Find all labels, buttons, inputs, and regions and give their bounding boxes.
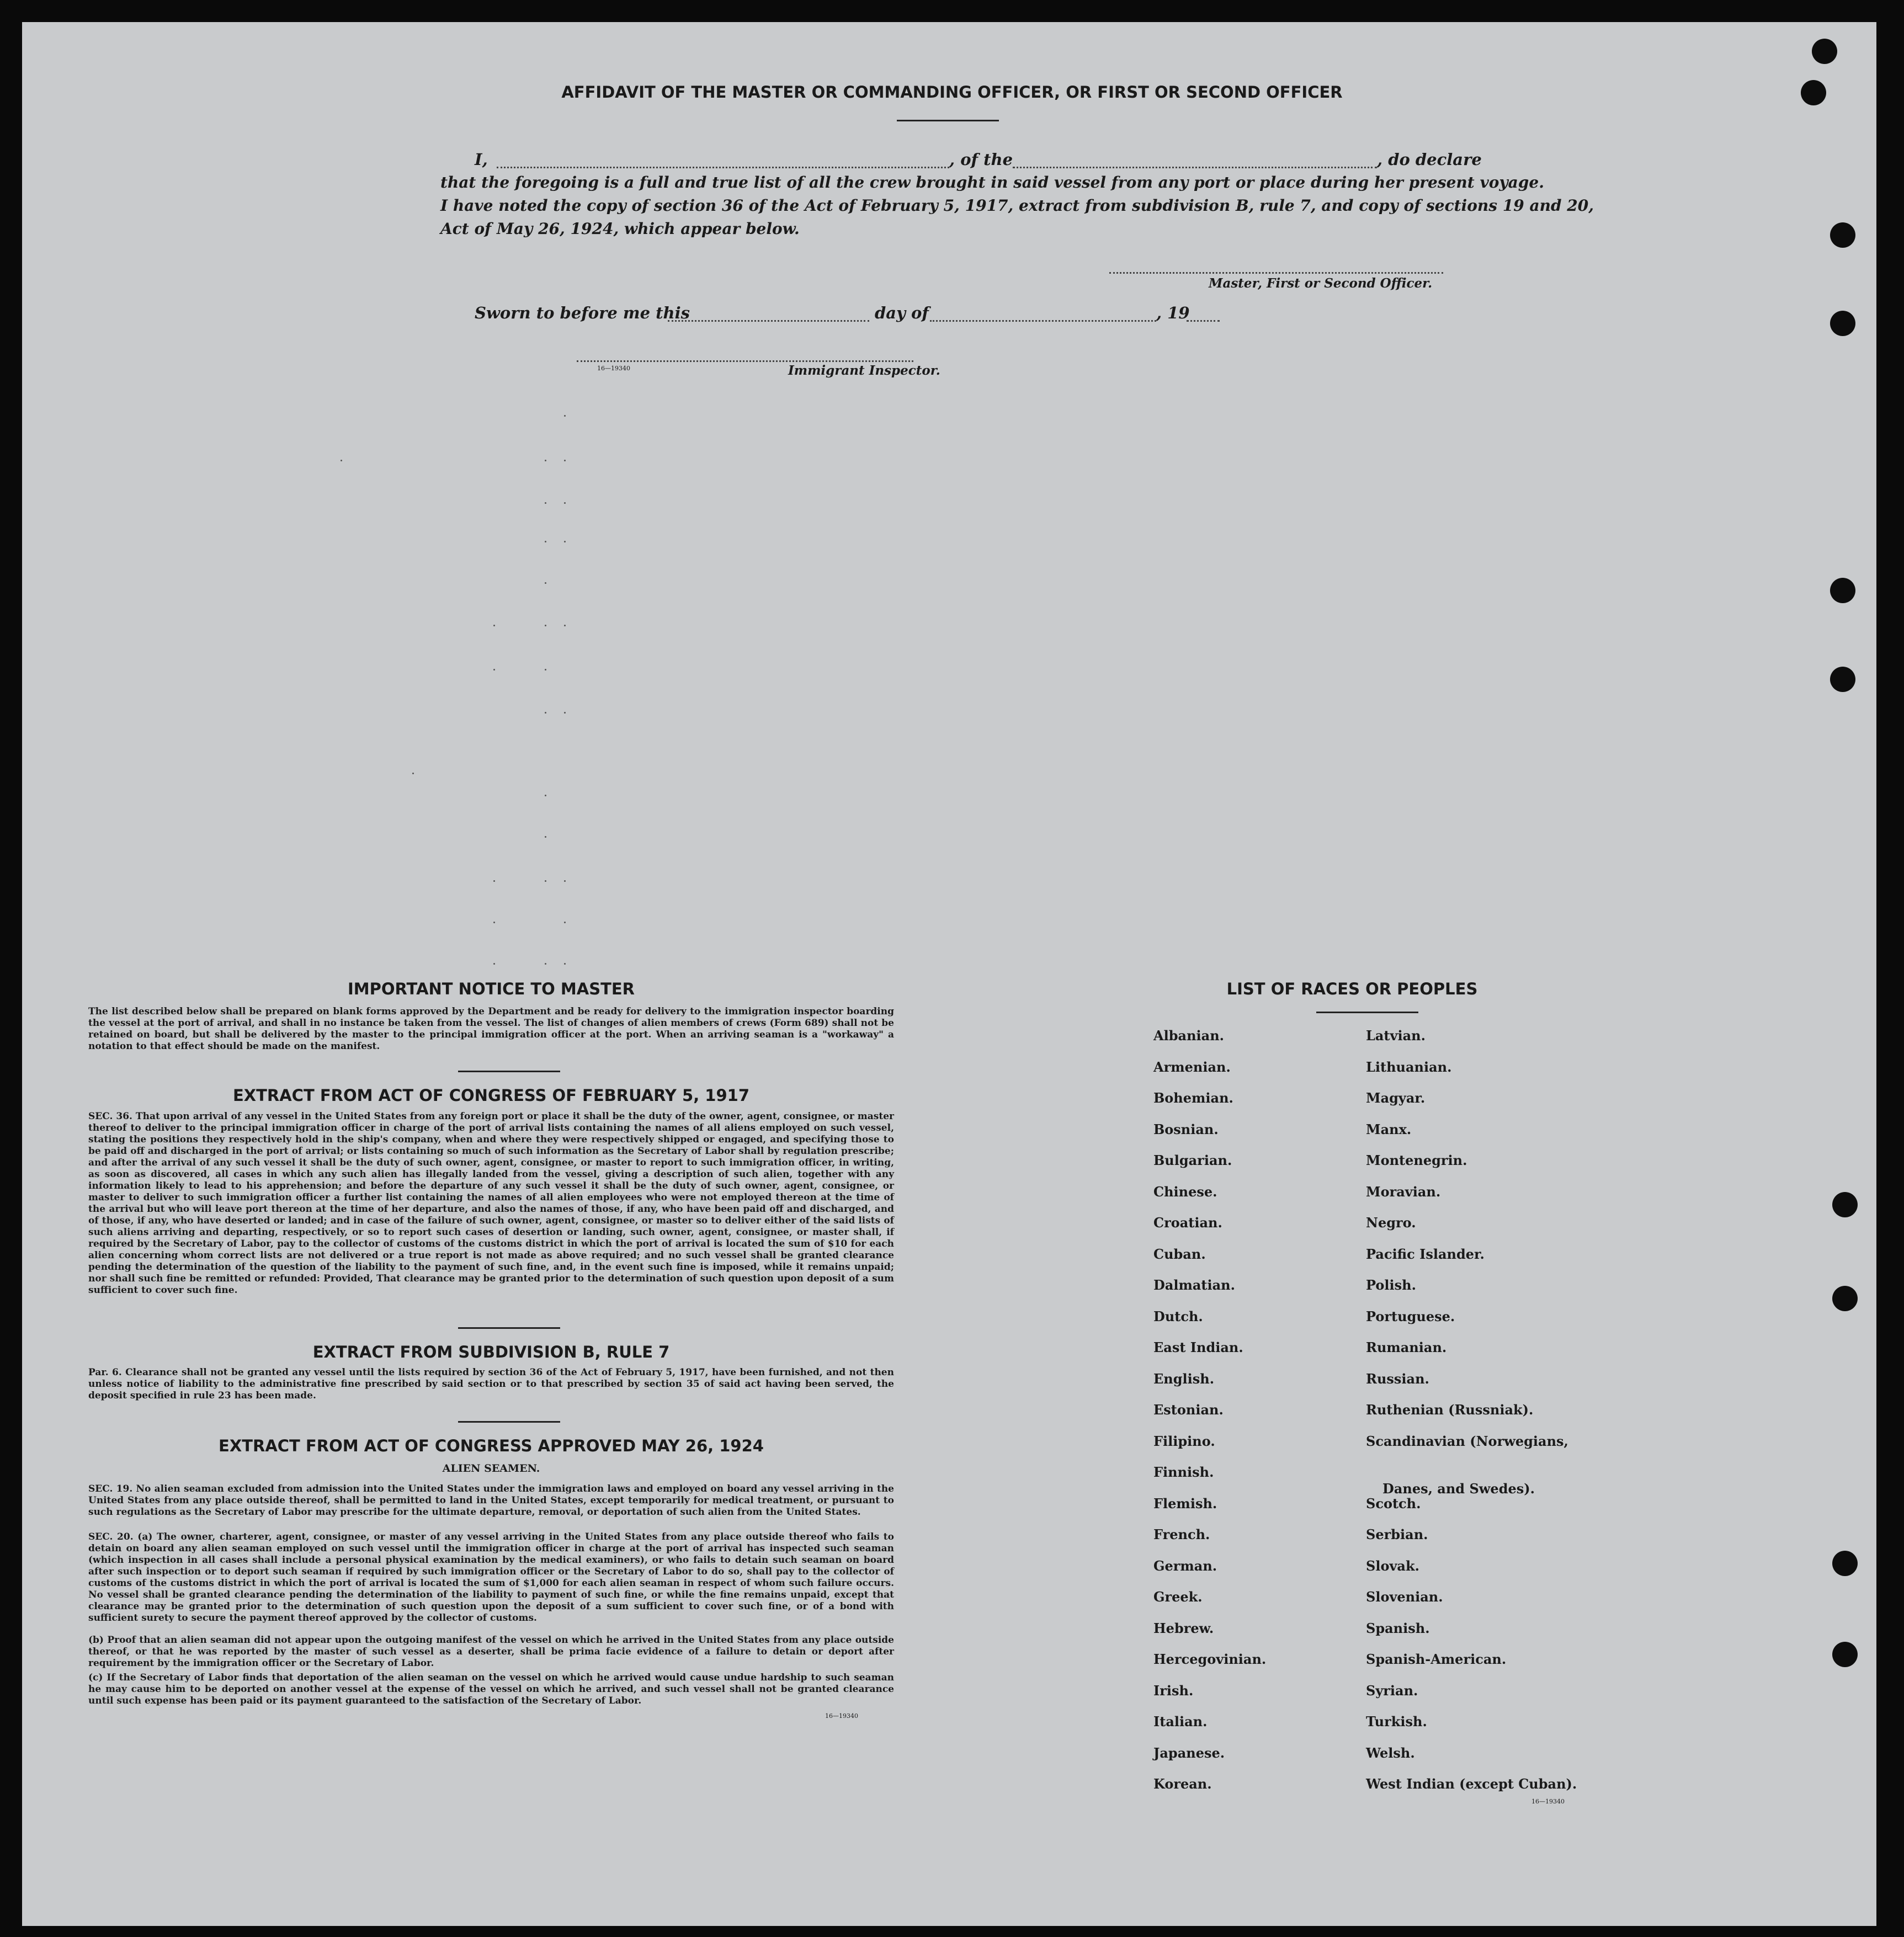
race-item: English. xyxy=(1153,1371,1215,1387)
race-item: Finnish. xyxy=(1153,1464,1214,1480)
punch-hole xyxy=(1832,1286,1858,1311)
scan-speck xyxy=(545,880,546,882)
race-item: Flemish. xyxy=(1153,1496,1217,1512)
race-item: Korean. xyxy=(1153,1776,1212,1792)
inspector-label: Immigrant Inspector. xyxy=(788,363,940,378)
scan-speck xyxy=(545,460,546,461)
scan-speck xyxy=(564,922,566,923)
scan-speck xyxy=(545,582,546,584)
race-item: Polish. xyxy=(1366,1277,1416,1293)
race-item: Spanish-American. xyxy=(1366,1651,1507,1667)
signature-label: Master, First or Second Officer. xyxy=(1209,276,1433,291)
race-item: Hebrew. xyxy=(1153,1620,1214,1636)
signature-blank[interactable] xyxy=(1109,272,1443,274)
extract1924-form-number: 16—19340 xyxy=(825,1712,858,1720)
vessel-blank[interactable] xyxy=(1013,167,1377,168)
race-item: Dutch. xyxy=(1153,1308,1203,1324)
affidavit-line3: I have noted the copy of section 36 of the Act of February 5, 1917, extract from subdivision B, rule 7, and copy of sections 19 and 20, xyxy=(440,196,1594,215)
punch-hole xyxy=(1832,1551,1858,1576)
races-divider xyxy=(1316,1012,1418,1013)
extract1924-title: EXTRACT FROM ACT OF CONGRESS APPROVED MAY 26, 1924 xyxy=(219,1436,764,1455)
punch-hole xyxy=(1832,1642,1858,1667)
scan-speck xyxy=(564,502,566,504)
race-item: Welsh. xyxy=(1366,1745,1415,1761)
race-item: Slovenian. xyxy=(1366,1589,1443,1605)
punch-hole xyxy=(1812,39,1837,64)
race-item: Cuban. xyxy=(1153,1246,1206,1262)
race-item: Danes, and Swedes). xyxy=(1382,1481,1535,1497)
rule7-title: EXTRACT FROM SUBDIVISION B, RULE 7 xyxy=(312,1343,670,1361)
affidavit-line4: Act of May 26, 1924, which appear below. xyxy=(440,220,800,238)
sworn-month-blank[interactable] xyxy=(930,320,1156,322)
affidavit-declare: , do declare xyxy=(1377,150,1482,169)
notice-title: IMPORTANT NOTICE TO MASTER xyxy=(347,980,635,998)
race-item: Serbian. xyxy=(1366,1526,1428,1542)
race-item: Spanish. xyxy=(1366,1620,1430,1636)
scan-speck xyxy=(412,773,414,774)
race-item: Irish. xyxy=(1153,1683,1194,1699)
race-item: Japanese. xyxy=(1153,1745,1225,1761)
race-item: French. xyxy=(1153,1526,1210,1542)
race-item: Latvian. xyxy=(1366,1028,1426,1044)
sworn-text: Sworn to before me this xyxy=(475,304,690,322)
race-item: Estonian. xyxy=(1153,1402,1224,1418)
rule7-text: Par. 6. Clearance shall not be granted any vessel until the lists required by section 36 of the Act of February 5, 1917, have been furnished, and not then unless notice of liability to the administrative fine prescribed by said section or to that prescribed by section 35 of said act having been served, the deposit specified in rule 23 has been made. xyxy=(88,1367,894,1401)
races-title: LIST OF RACES OR PEOPLES xyxy=(1226,980,1478,998)
scan-speck xyxy=(545,502,546,504)
race-item: Manx. xyxy=(1366,1121,1412,1137)
race-item: Montenegrin. xyxy=(1366,1152,1467,1168)
extract1917-text: SEC. 36. That upon arrival of any vessel in the United States from any foreign port or place it shall be the duty of the owner, agent, consignee, or master thereof to deliver to the principal immigration officer in charge of the port of arrival lists containing the names of all aliens employed on such vessel, stating the positions they respectively hold in the ship's company, when and where they were respectively shipped or engaged, and specifying those to be paid off and discharged in the port of arrival; or lists containing so much of such information as the Secretary of Labor shall by regulation prescribe; and after the arrival of any such vessel it shall be the duty of such owner, agent, consignee, or master to report to such immigration officer, in writing, as soon as discovered, all cases in which any such alien has illegally landed from the vessel, giving a description of such alien, together with any information likely to lead to his apprehension; and before the departure of any such vessel it shall be the duty of such owner, agent, consignee, or master to deliver to such immigration officer a further list containing the names of all alien employees who were not employed thereon at the time of the arrival but who will leave port thereon at the time of her departure, and also the names of those, if any, who have been paid off and discharged, and of those, if any, who have deserted or landed; and in case of the failure of such owner, agent, consignee, or master so to deliver either of the said lists of such aliens arriving and departing, respectively, or so to report such cases of desertion or landing, such owner, agent, consignee, or master shall, if required by the Secretary of Labor, pay to the collector of customs of the customs district in which the port of arrival is located the sum of $10 for each alien concerning whom correct lists are not delivered or a true report is not made as above required; and no such vessel shall be granted clearance pending the determination of the question of the liability to the payment of such fine, and, in the event such fine is imposed, while it remains unpaid; nor shall such fine be remitted or refunded: Provided, That clearance may be granted prior to the determination of such question upon deposit of a sum sufficient to cover such fine. xyxy=(88,1111,894,1296)
race-item: Turkish. xyxy=(1366,1714,1427,1730)
race-item: Negro. xyxy=(1366,1215,1416,1231)
scan-speck xyxy=(545,625,546,626)
scan-speck xyxy=(545,836,546,838)
scan-speck xyxy=(564,880,566,882)
affidavit-of-the: , of the xyxy=(949,150,1013,169)
race-item: Italian. xyxy=(1153,1714,1208,1730)
name-blank[interactable] xyxy=(497,167,949,168)
race-item: Russian. xyxy=(1366,1371,1429,1387)
scan-speck xyxy=(493,922,495,923)
race-item: Chinese. xyxy=(1153,1184,1217,1200)
scan-speck xyxy=(493,669,495,670)
race-item: Hercegovinian. xyxy=(1153,1651,1267,1667)
race-item: Lithuanian. xyxy=(1366,1059,1452,1075)
scan-speck xyxy=(545,795,546,796)
punch-hole xyxy=(1830,222,1855,248)
race-item: Rumanian. xyxy=(1366,1339,1447,1355)
punch-hole xyxy=(1832,1192,1858,1217)
scan-speck xyxy=(493,963,495,965)
scan-speck xyxy=(545,963,546,965)
race-item: Greek. xyxy=(1153,1589,1203,1605)
scan-speck xyxy=(564,415,566,417)
sec19-text: SEC. 19. No alien seaman excluded from admission into the United States under the immigration laws and employed on board any vessel arriving in the United States from any place outside thereof, shall be permitted to land in the United States, except temporarily for medical treatment, or pursuant to such regulations as the Secretary of Labor may prescribe for the ultimate departure, removal, or deportation of such alien from the United States. xyxy=(88,1483,894,1518)
sworn-year: , 19 xyxy=(1156,304,1190,322)
race-item: Portuguese. xyxy=(1366,1308,1455,1324)
scan-speck xyxy=(564,541,566,542)
scan-speck xyxy=(564,460,566,461)
scan-speck xyxy=(493,880,495,882)
scan-speck xyxy=(545,541,546,542)
title-divider xyxy=(897,120,999,121)
scan-speck xyxy=(564,712,566,714)
race-item: Moravian. xyxy=(1366,1184,1441,1200)
scan-speck xyxy=(341,460,342,461)
scan-speck xyxy=(493,625,495,626)
affidavit-line1-i: I, xyxy=(475,150,488,169)
race-item: Scotch. xyxy=(1366,1496,1421,1512)
sec20b-text: (b) Proof that an alien seaman did not appear upon the outgoing manifest of the vessel on which he arrived in the United States from any place outside thereof, or that he was reported by the master of such vessel as a deserter, shall be prima facie evidence of a failure to detain or deport after requirement by the immigration officer or the Secretary of Labor. xyxy=(88,1635,894,1669)
scan-speck xyxy=(564,963,566,965)
notice-text: The list described below shall be prepared on blank forms approved by the Department and be ready for delivery to the immigration inspector boarding the vessel at the port of arrival, and shall in no instance be taken from the vessel. The list of changes of alien members of crews (Form 689) shall not be retained on board, but shall be delivered by the master to the principal immigration officer at the port. When an arriving seaman is a "workaway" a notation to that effect should be made on the manifest. xyxy=(88,1006,894,1052)
races-form-number: 16—19340 xyxy=(1531,1798,1565,1805)
extract1917-divider xyxy=(458,1327,560,1329)
race-item: Croatian. xyxy=(1153,1215,1222,1231)
scan-speck xyxy=(564,625,566,626)
sworn-day-of: day of xyxy=(875,304,929,322)
extract1924-subtitle: ALIEN SEAMEN. xyxy=(442,1462,540,1475)
race-item: Bohemian. xyxy=(1153,1090,1233,1106)
race-item: Scandinavian (Norwegians, xyxy=(1366,1433,1568,1449)
race-item: Albanian. xyxy=(1153,1028,1224,1044)
punch-hole xyxy=(1830,578,1855,603)
race-item: Filipino. xyxy=(1153,1433,1215,1449)
race-item: German. xyxy=(1153,1558,1217,1574)
race-item: Pacific Islander. xyxy=(1366,1246,1485,1262)
notice-divider xyxy=(458,1071,560,1072)
race-item: East Indian. xyxy=(1153,1339,1243,1355)
race-item: West Indian (except Cuban). xyxy=(1366,1776,1577,1792)
scan-speck xyxy=(545,712,546,714)
sec20c-text: (c) If the Secretary of Labor finds that deportation of the alien seaman on the vessel on which he arrived would cause undue hardship to such seaman he may cause him to be deported on another vessel at the expense of the vessel on which he arrived, and such vessel shall not be granted clearance until such expense has been paid or its payment guaranteed to the satisfaction of the Secretary of Labor. xyxy=(88,1672,894,1706)
race-item: Slovak. xyxy=(1366,1558,1419,1574)
race-item: Ruthenian (Russniak). xyxy=(1366,1402,1534,1418)
sworn-year-blank[interactable] xyxy=(1187,320,1220,322)
punch-hole xyxy=(1830,667,1855,692)
race-item: Syrian. xyxy=(1366,1683,1418,1699)
inspector-blank[interactable] xyxy=(577,360,913,362)
extract1917-title: EXTRACT FROM ACT OF CONGRESS OF FEBRUARY 5, 1917 xyxy=(232,1086,750,1105)
rule7-divider xyxy=(458,1421,560,1423)
sworn-day-blank[interactable] xyxy=(668,320,869,322)
affidavit-form-number: 16—19340 xyxy=(597,365,630,372)
race-item: Magyar. xyxy=(1366,1090,1426,1106)
punch-hole xyxy=(1830,311,1855,336)
scan-speck xyxy=(545,669,546,670)
race-item: Armenian. xyxy=(1153,1059,1231,1075)
affidavit-title: AFFIDAVIT OF THE MASTER OR COMMANDING OFFICER, OR FIRST OR SECOND OFFICER xyxy=(561,83,1343,102)
race-item: Bosnian. xyxy=(1153,1121,1219,1137)
race-item: Dalmatian. xyxy=(1153,1277,1235,1293)
sec20a-text: SEC. 20. (a) The owner, charterer, agent, consignee, or master of any vessel arriving in the United States from any place outside thereof who fails to detain on board any alien seaman employed on such vessel until the immigration officer in charge at the port of arrival has inspected such seaman (which inspection in all cases shall include a personal physical examination by the medical examiners), or who fails to detain such seaman on board after such inspection or to deport such seaman if required by such immigration officer or the Secretary of Labor to do so, shall pay to the collector of customs of the customs district in which the port of arrival is located the sum of $1,000 for each alien seaman in respect of whom such failure occurs. No vessel shall be granted clearance pending the determination of the liability to payment of such fine, or while the fine remains unpaid, except that clearance may be granted prior to the determination of such question upon the deposit of a sum sufficient to cover such fine, or of a bond with sufficient surety to secure the payment thereof approved by the collector of customs. xyxy=(88,1531,894,1624)
race-item: Bulgarian. xyxy=(1153,1152,1232,1168)
affidavit-line2: that the foregoing is a full and true list of all the crew brought in said vessel from any port or place during her present voyage. xyxy=(440,173,1544,191)
